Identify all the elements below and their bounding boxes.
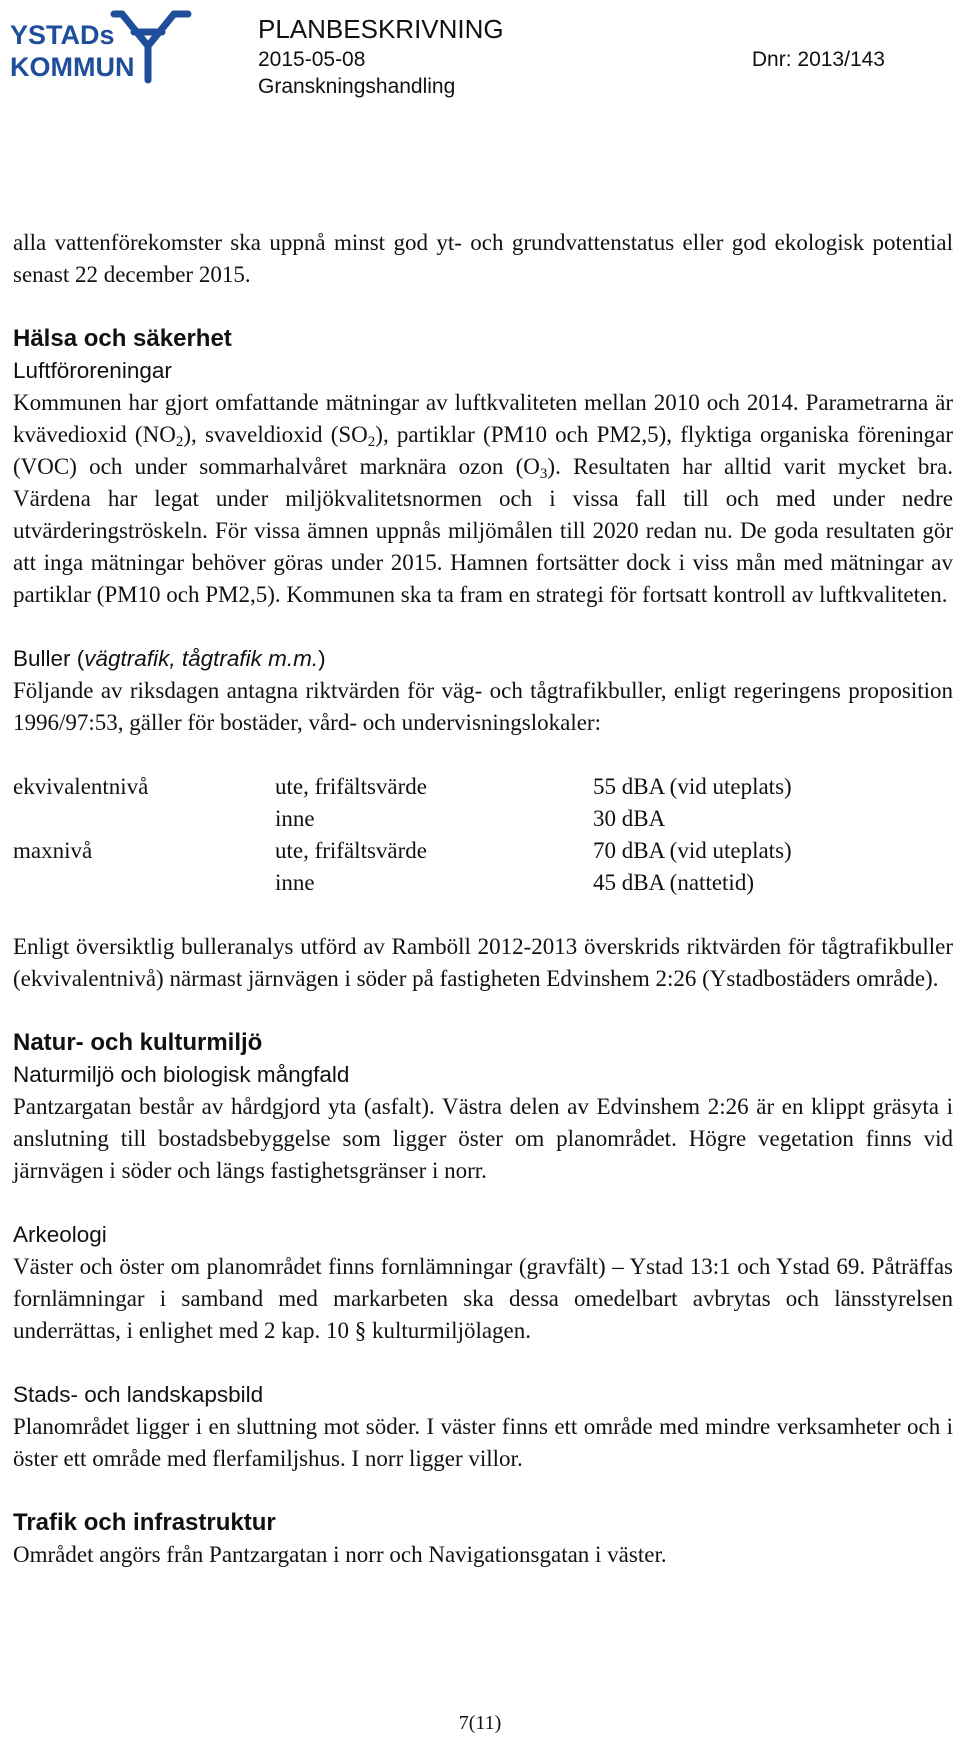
page-number: 7(11) (458, 1712, 502, 1734)
document-type: PLANBESKRIVNING (258, 14, 504, 44)
subheading-buller: Buller (vägtrafik, tågtrafik m.m.) (13, 646, 326, 671)
trafik-paragraph: Området angörs från Pantzargatan i norr och Navigationsgatan i väster. (13, 1542, 667, 1567)
stadsbild-paragraph: Planområdet ligger i en sluttning mot söder. I väster finns ett område med mindre verksamheter och i öster ett område med flerfamiljshus. I norr ligger villor. (13, 1414, 953, 1471)
noise-location-cell: inne (275, 806, 315, 831)
noise-value-cell: 30 dBA (593, 806, 666, 831)
section-heading-natur: Natur- och kulturmiljö (13, 1029, 263, 1056)
subheading-stadsbild: Stads- och landskapsbild (13, 1382, 264, 1407)
noise-level-cell: maxnivå (13, 838, 93, 863)
noise-table-row (13, 835, 792, 867)
document-number: Dnr: 2013/143 (751, 48, 885, 71)
ystad-kommun-logo (10, 6, 200, 84)
subheading-luftfororeningar: Luftföroreningar (13, 358, 172, 383)
section-heading-trafik: Trafik och infrastruktur (13, 1509, 276, 1536)
noise-value-cell: 45 dBA (nattetid) (593, 870, 754, 895)
noise-table-row (13, 803, 792, 835)
noise-level-cell: ekvivalentnivå (13, 774, 149, 799)
document-date: 2015-05-08 (258, 48, 366, 71)
document-status: Granskningshandling (258, 75, 456, 98)
page-content (13, 227, 953, 1571)
noise-level-cell (13, 803, 275, 835)
noise-location-cell: ute, frifältsvärde (275, 774, 427, 799)
subheading-arkeologi: Arkeologi (13, 1222, 107, 1247)
luft-paragraph: Kommunen har gjort omfattande mätningar av luftkvaliteten mellan 2010 och 2014. Parametrarna är kvävedioxid $(NO_2)$, svaveldioxid $(SO_2)$, partiklar (PM10 och PM2,5), flyktiga organiska föreningar (VOC) och under sommarhalvåret marknära ozon $(O_3)$. Resultaten har alltid varit mycket bra. Värdena har legat under miljökvalitetsnormen och i vissa fall till och med under nedre utvärderingströskeln. För vissa ämnen uppnås miljömålen till 2020 redan nu. De goda resultaten gör att inga mätningar behöver göras under 2015. Hamnen fortsätter dock i viss mån med mätningar av partiklar (PM10 och PM2,5). Kommunen ska ta fram en strategi för fortsatt kontroll av luftkvaliteten. (13, 390, 954, 607)
noise-guideline-table (13, 771, 792, 899)
section-heading-halsa: Hälsa och säkerhet (13, 325, 232, 352)
intro-paragraph: alla vattenförekomster ska uppnå minst god yt- och grundvattenstatus eller god ekologisk potential senast 22 december 2015. (13, 230, 953, 287)
subheading-naturmiljo: Naturmiljö och biologisk mångfald (13, 1062, 350, 1087)
buller-analysis-paragraph: Enligt översiktlig bulleranalys utförd av Ramböll 2012-2013 överskrids riktvärden för tågtrafikbuller (ekvivalentnivå) närmast järnvägen i söder på fastigheten Edvinshem 2:26 (Ystadbostäders område). (13, 934, 953, 991)
noise-value-cell: 70 dBA (vid uteplats) (593, 838, 792, 863)
noise-table-row (13, 771, 792, 803)
noise-location-cell: inne (275, 870, 315, 895)
arkeologi-paragraph: Väster och öster om planområdet finns fornlämningar (gravfält) – Ystad 13:1 och Ystad 69. Påträffas fornlämningar i samband med markarbeten ska dessa omedelbart avbrytas och länsstyrelsen underrättas, i enlighet med 2 kap. 10 § kulturmiljölagen. (13, 1254, 953, 1343)
logo-text-line1: YSTADs (10, 20, 115, 50)
noise-location-cell: ute, frifältsvärde (275, 838, 427, 863)
page-header (0, 0, 960, 110)
noise-level-cell (13, 867, 275, 899)
buller-paragraph: Följande av riksdagen antagna riktvärden för väg- och tågtrafikbuller, enligt regeringens proposition 1996/97:53, gäller för bostäder, vård- och undervisningslokaler: (13, 678, 953, 735)
noise-table-row (13, 867, 792, 899)
logo-text-line2: KOMMUN (10, 52, 135, 82)
noise-value-cell: 55 dBA (vid uteplats) (593, 774, 792, 799)
naturmiljo-paragraph: Pantzargatan består av hårdgjord yta (asfalt). Västra delen av Edvinshem 2:26 är en klippt gräsyta i anslutning till bostadsbebyggelse som ligger öster om planområdet. Högre vegetation finns vid järnvägen i söder och längs fastighetsgränser i norr. (13, 1094, 953, 1183)
